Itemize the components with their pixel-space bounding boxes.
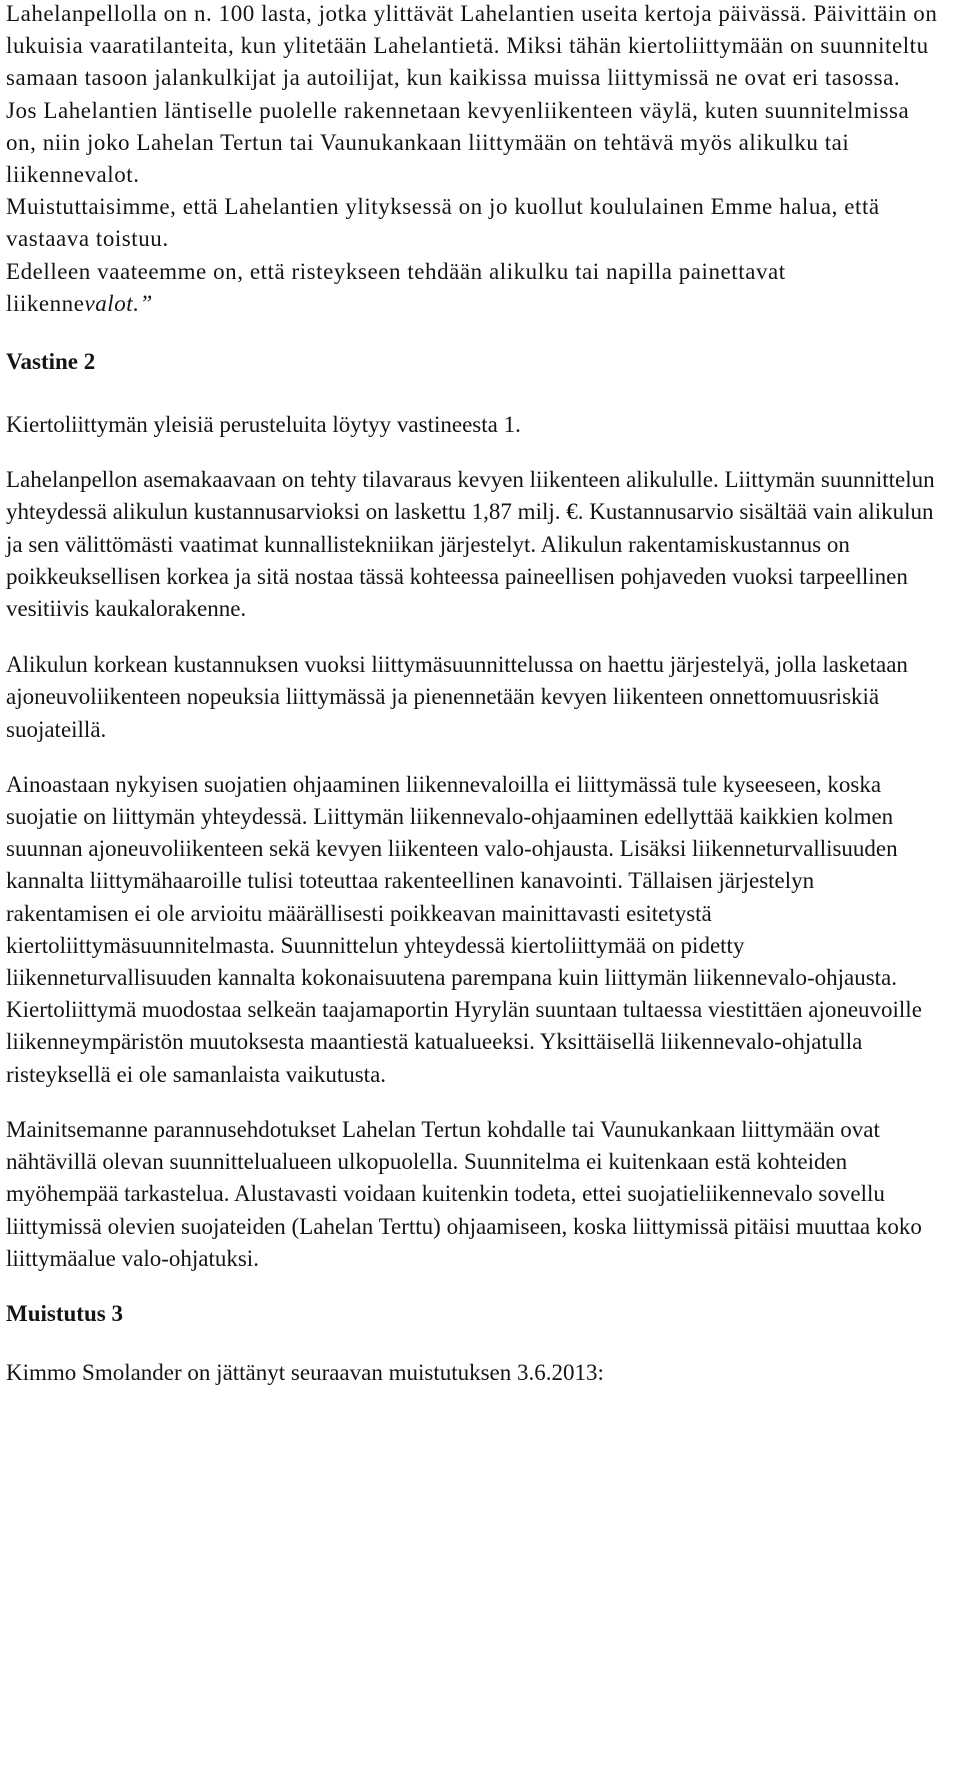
quote-last-paragraph <box>6 256 938 320</box>
quote-paragraph: Jos Lahelantien läntiselle puolelle rakennetaan kevyenliikenteen väylä, kuten suunnitelmissa on, niin joko Lahelan Tertun tai Vaunukankaan liittymään on tehtävä myös alikulku tai liikennevalot. <box>6 97 910 188</box>
quote-last-text: Edelleen vaateemme on, että risteykseen tehdään alikulku tai napilla painettavat liikenne <box>6 258 786 316</box>
quote-lead-paragraph: Lahelanpellolla on n. 100 lasta, jotka ylittävät Lahelantien useita kertoja päivässä. Päivittäin on lukuisia vaaratilanteita, kun ylitetään Lahelantietä. Miksi tähän kiertoliittymään on suunniteltu samaan tasoon jalankulkijat ja autoilijat, kun kaikissa muissa liittymissä ne ovat eri tasossa. <box>6 1 938 91</box>
body-paragraph: Kimmo Smolander on jättänyt seuraavan muistutuksen 3.6.2013: <box>6 1359 604 1385</box>
quote-last-italic: valot.” <box>84 290 153 316</box>
body-paragraph: Ainoastaan nykyisen suojatien ohjaaminen liikennevaloilla ei liittymässä tule kyseeseen, koska suojatie on liittymän yhteydessä. Liittymän liikennevalo-ohjaaminen edellyttää kaikkien kolmen suunnan ajoneuvoliikenteen sekä kevyen liikenteen valo-ohjausta. Lisäksi liikenneturvallisuuden kannalta liittymähaaroille tulisi toteuttaa rakenteellinen kanavointi. Tällaisen järjestelyn rakentamisen ei ole arvioitu määrällisesti poikkeavan mainittavasti esitetystä kiertoliittymäsuunnitelmasta. Suunnittelun yhteydessä kiertoliittymää on pidetty liikenneturvallisuuden kannalta kokonaisuutena parempana kuin liittymän liikennevalo-ohjausta. Kiertoliittymä muodostaa selkeän taajamaportin Hyrylän suuntaan tultaessa viestittäen ajoneuvoille liikenneympäristön muutoksesta maantiestä katualueeksi. Yksittäisellä liikennevalo-ohjatulla risteyksellä ei ole samanlaista vaikutusta. <box>6 771 922 1087</box>
body-paragraph: Lahelanpellon asemakaavaan on tehty tilavaraus kevyen liikenteen alikululle. Liittymän suunnittelun yhteydessä alikulun kustannusarvioksi on laskettu 1,87 milj. €. Kustannusarvio sisältää vain alikulun ja sen välittömästi vaatimat kunnallistekniikan järjestelyt. Alikulun rakentamiskustannus on poikkeuksellisen korkea ja sitä nostaa tässä kohteessa paineellisen pohjaveden vuoksi tarpeellinen vesitiivis kaukalorakenne. <box>6 467 935 622</box>
body-paragraph: Kiertoliittymän yleisiä perusteluita löytyy vastineesta 1. <box>6 412 521 438</box>
section-heading-vastine-2: Vastine 2 <box>6 349 96 375</box>
body-paragraph: Mainitsemanne parannusehdotukset Lahelan Tertun kohdalle tai Vaunukankaan liittymään ovat nähtävillä olevan suunnittelualueen ulkopuolella. Suunnitelma ei kuitenkaan estä kohteiden myöhempää tarkastelua. Alustavasti voidaan kuitenkin todeta, ettei suojatieliikennevalo sovellu liittymissä olevien suojateiden (Lahelan Terttu) ohjaamiseen, koska liittymissä pitäisi muuttaa koko liittymäalue valo-ohjatuksi. <box>6 1116 922 1271</box>
quote-paragraph: Muistuttaisimme, että Lahelantien ylityksessä on jo kuollut koululainen Emme halua, että vastaava toistuu. <box>6 194 880 252</box>
section-heading-muistutus-3: Muistutus 3 <box>6 1300 123 1326</box>
body-paragraph: Alikulun korkean kustannuksen vuoksi liittymäsuunnittelussa on haettu järjestelyä, jolla lasketaan ajoneuvoliikenteen nopeuksia liittymässä ja pienennetään kevyen liikenteen onnettomuusriskiä suojateillä. <box>6 652 908 742</box>
quoted-complaint <box>6 0 938 320</box>
